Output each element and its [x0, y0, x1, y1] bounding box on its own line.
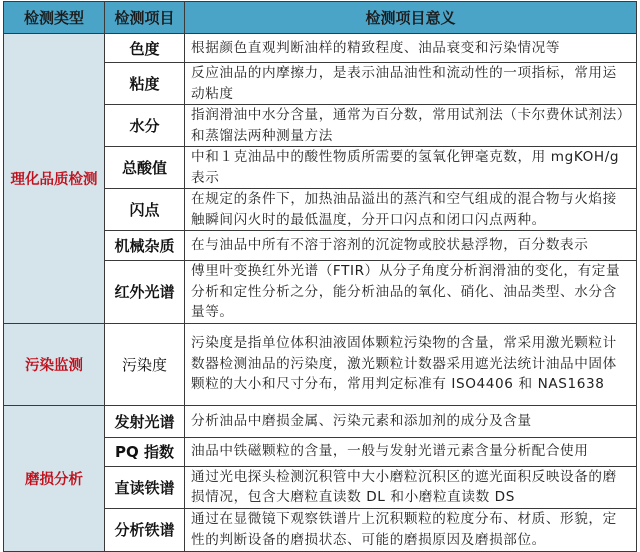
category-contamination: 污染监测	[4, 323, 105, 405]
item-label: 分析铁谱	[105, 508, 185, 551]
item-description: 分析油品中磨损金属、污染元素和添加剂的成分及含量	[185, 405, 637, 437]
item-label: 总酸值	[105, 147, 185, 189]
category-wear-analysis: 磨损分析	[4, 405, 105, 551]
item-label: 粘度	[105, 63, 185, 105]
header-meaning: 检测项目意义	[185, 2, 637, 34]
item-label: 污染度	[105, 323, 185, 405]
item-label: 色度	[105, 34, 185, 63]
item-label: 机械杂质	[105, 231, 185, 261]
item-label: 水分	[105, 105, 185, 147]
item-label: 闪点	[105, 189, 185, 231]
category-physicochemical: 理化品质检测	[4, 34, 105, 324]
table-row	[4, 34, 637, 63]
header-row	[4, 2, 637, 34]
item-description: 在与油品中所有不溶于溶剂的沉淀物或胶状悬浮物，百分数表示	[185, 231, 637, 261]
item-description: 傅里叶变换红外光谱（FTIR）从分子角度分析润滑油的变化，有定量分析和定性分析之分，能分析油品的氧化、硝化、油品类型、水分含量等。	[185, 261, 637, 324]
item-description: 反应油品的内摩擦力，是表示油品油性和流动性的一项指标，常用运动粘度	[185, 63, 637, 105]
item-description: 在规定的条件下，加热油品溢出的蒸汽和空气组成的混合物与火焰接触瞬间闪火时的最低温度，分开口闪点和闭口闪点两种。	[185, 189, 637, 231]
item-description: 指润滑油中水分含量，通常为百分数，常用试剂法（卡尔费休试剂法）和蒸馏法两种测量方法	[185, 105, 637, 147]
item-description: 油品中铁磁颗粒的含量，一般与发射光谱元素含量分析配合使用	[185, 437, 637, 466]
item-label: 发射光谱	[105, 405, 185, 437]
oil-testing-table	[3, 1, 637, 552]
item-description: 根据颜色直观判断油样的精致程度、油品衰变和污染情况等	[185, 34, 637, 63]
item-description: 中和１克油品中的酸性物质所需要的氢氧化钾毫克数，用 mgKOH/g 表示	[185, 147, 637, 189]
header-category: 检测类型	[4, 2, 105, 34]
table-row	[4, 405, 637, 437]
item-label: 直读铁谱	[105, 466, 185, 508]
item-description: 污染度是指单位体积油液固体颗粒污染物的含量，常采用激光颗粒计数器检测油品的污染度，激光颗粒计数器采用遮光法统计油品中固体颗粒的大小和尺寸分布，常用判定标准有 ISO4406 和 NAS1638	[185, 323, 637, 405]
item-description: 通过光电探头检测沉积管中大小磨粒沉积区的遮光面积反映设备的磨损情况，包含大磨粒直读数 DL 和小磨粒直读数 DS	[185, 466, 637, 508]
item-label: 红外光谱	[105, 261, 185, 324]
item-label: PQ 指数	[105, 437, 185, 466]
header-item: 检测项目	[105, 2, 185, 34]
item-description: 通过在显微镜下观察铁谱片上沉积颗粒的粒度分布、材质、形貌，定性的判断设备的磨损状态、可能的磨损原因及磨损部位。	[185, 508, 637, 551]
table-row	[4, 323, 637, 405]
